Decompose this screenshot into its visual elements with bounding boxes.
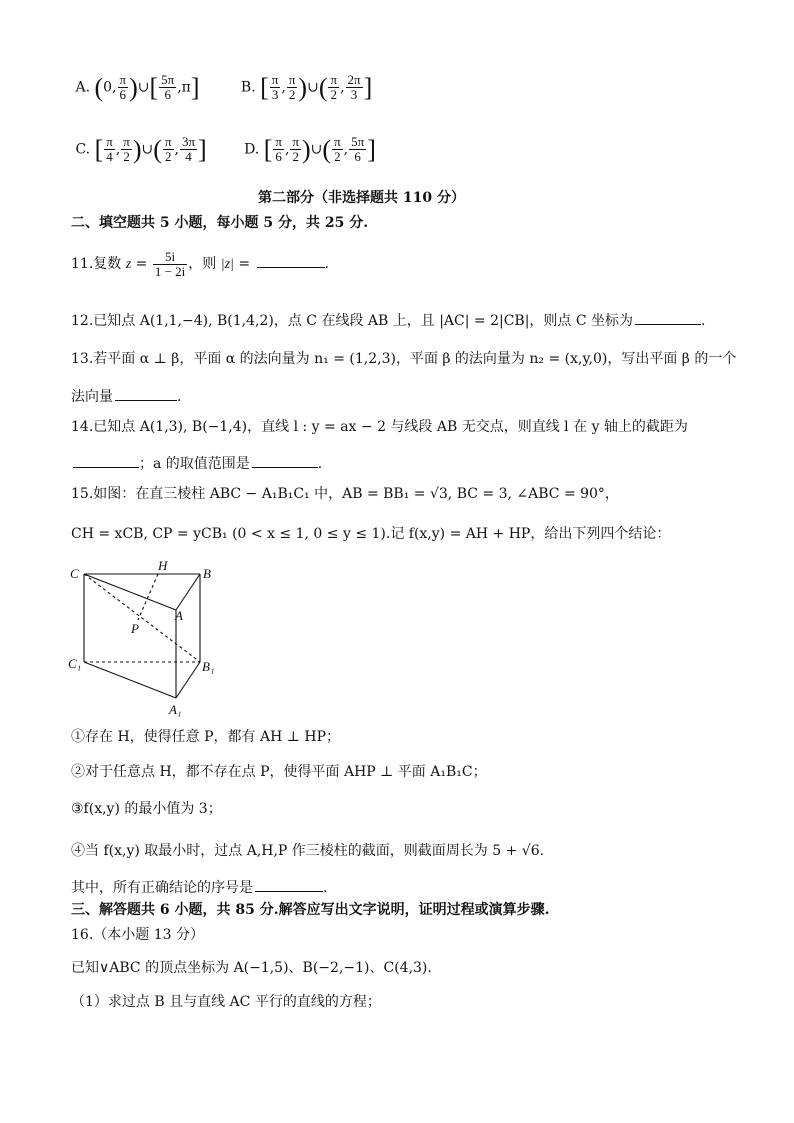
option-c-label: C.	[75, 141, 91, 158]
answer-blank-13[interactable]	[115, 386, 177, 401]
label-B: B	[203, 566, 211, 581]
answer-blank-15[interactable]	[255, 877, 323, 892]
question-13-line2: 法向量 .	[71, 386, 181, 406]
option-row-cd: C. [ $\frac{\pi}{4}$ , $\frac{\pi}{2}$ )∪( $\frac{\pi}{2}$ , $\frac{3\pi}{4}$ ] D. [ $\frac{\pi}{6}$ , $\frac{\pi}{2}$ )∪( $\frac{\pi}{2}$ , $\frac{5\pi}{6}$ ]	[75, 134, 376, 165]
label-P: P	[131, 621, 139, 636]
question-11: 11.复数 z = $\frac{5i}{1 - 2i}$ ，则 |z| = .	[71, 249, 329, 279]
section2-heading: 二、填空题共 5 小题，每小题 5 分，共 25 分.	[71, 215, 369, 231]
question-14-line1: 14.已知点 A(1,3), B(−1,4)，直线 l : y = ax − 2 与线段 AB 无交点，则直线 l 在 y 轴上的截距为	[71, 419, 688, 435]
label-A1: A₁	[169, 702, 182, 717]
question-12: 12.已知点 A(1,1,−4), B(1,4,2)，点 C 在线段 AB 上，且 |AC| = 2|CB|，则点 C 坐标为 .	[71, 310, 706, 330]
part2-title: 第二部分（非选择题共 110 分）	[258, 190, 465, 206]
label-B1: B₁	[202, 659, 215, 674]
option-b-label: B.	[240, 79, 256, 96]
option-row-ab: A. (0, $\frac{\pi}{6}$ )∪[ $\frac{5\pi}{6}$ ,π] B. [ $\frac{\pi}{3}$ , $\frac{\pi}{2}$ )∪( $\frac{\pi}{2}$ , $\frac{2\pi}{3}$ ]	[75, 72, 373, 103]
answer-blank-14a[interactable]	[73, 453, 139, 468]
question-16-number: 16.（本小题 13 分）	[71, 927, 204, 943]
section3-heading: 三、解答题共 6 小题，共 85 分.解答应写出文字说明，证明过程或演算步骤.	[71, 902, 550, 918]
question-16-part1: （1）求过点 B 且与直线 AC 平行的直线的方程；	[71, 994, 381, 1010]
label-H: H	[158, 558, 168, 573]
question-13-line1: 13.若平面 α ⊥ β，平面 α 的法向量为 n₁ = (1,2,3)，平面 β 的法向量为 n₂ = (x,y,0)，写出平面 β 的一个	[71, 351, 737, 367]
question-15-line2: CH = xCB, CP = yCB₁ (0 < x ≤ 1, 0 ≤ y ≤ 1).记 f(x,y) = AH + HP，给出下列四个结论：	[71, 526, 671, 542]
q15-item-1: ①存在 H，使得任意 P，都有 AH ⊥ HP；	[71, 729, 340, 745]
q15-item-4: ④当 f(x,y) 取最小时，过点 A,H,P 作三棱柱的截面，则截面周长为 5 + √6.	[71, 843, 545, 859]
question-14-line2: ；a 的取值范围是 .	[71, 453, 322, 473]
question-15-line1: 15.如图：在直三棱柱 ABC − A₁B₁C₁ 中，AB = BB₁ = √3, BC = 3, ∠ABC = 90°，	[71, 486, 619, 502]
answer-blank-12[interactable]	[635, 310, 701, 325]
question-16-line1: 已知∨ABC 的顶点坐标为 A(−1,5)、B(−2,−1)、C(4,3).	[71, 960, 432, 976]
q15-item-2: ②对于任意点 H，都不存在点 P，使得平面 AHP ⊥ 平面 A₁B₁C；	[71, 764, 487, 780]
label-C1: C₁	[68, 656, 82, 671]
q15-answer: 其中，所有正确结论的序号是 .	[71, 877, 327, 897]
option-d-label: D.	[244, 141, 260, 158]
option-a-label: A.	[75, 79, 91, 96]
label-C: C	[70, 566, 79, 581]
q15-item-3: ③f(x,y) 的最小值为 3；	[71, 801, 222, 817]
prism-figure	[62, 558, 232, 723]
answer-blank-14b[interactable]	[252, 453, 318, 468]
label-A: A	[175, 608, 183, 623]
answer-blank-11[interactable]	[257, 253, 325, 268]
